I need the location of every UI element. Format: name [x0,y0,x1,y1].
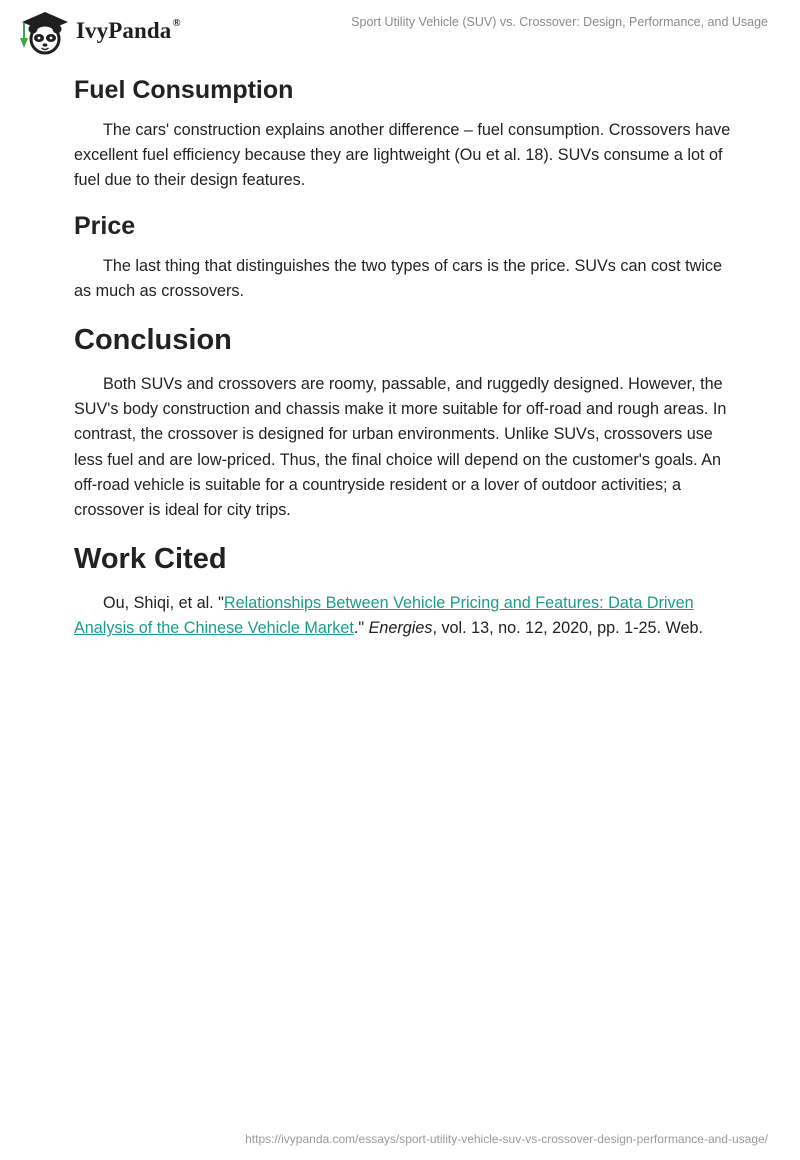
brand-name: IvyPanda® [76,17,181,43]
registered-mark: ® [172,17,181,30]
essay-content [74,70,734,642]
paragraph-price: The last thing that distinguishes the two types of cars is the price. SUVs can cost twice as much as crossovers. [74,256,723,300]
footer-source-url: https://ivypanda.com/essays/sport-utility-vehicle-suv-vs-crossover-design-performance-and-usage/ [245,1132,768,1146]
section-heading-price: Price [74,211,136,240]
page-header [0,0,800,60]
citation-details: , vol. 13, no. 12, 2020, pp. 1-25. Web. [432,619,704,638]
section-heading-work-cited: Work Cited [74,543,227,576]
citation-journal: Energies [368,619,433,638]
section-heading-conclusion: Conclusion [74,324,232,357]
paragraph-fuel-consumption: The cars' construction explains another difference – fuel consumption. Crossovers have excellent fuel efficiency because they are lightweight (Ou et al. 18). SUVs consume a lot of fuel due to their design features. [74,121,731,190]
document-title: Sport Utility Vehicle (SUV) vs. Crossover: Design, Performance, and Usage [351,15,768,29]
citation-after-link: ." [353,619,369,638]
citation-article-link[interactable]: Relationships Between Vehicle Pricing and Features: Data Driven Analysis of the Chinese Vehicle Market [74,594,694,638]
panda-graduate-icon [14,8,76,56]
citation-authors: Ou, Shiqi, et al. " [103,594,224,613]
citation-entry [74,591,734,641]
section-heading-fuel-consumption: Fuel Consumption [74,76,294,104]
ivypanda-logo[interactable] [14,8,181,56]
paragraph-conclusion: Both SUVs and crossovers are roomy, passable, and ruggedly designed. However, the SUV's body construction and chassis make it more suitable for off-road and rough areas. In contrast, the crossover is designed for urban environments. Unlike SUVs, crossovers use less fuel and are low-priced. Thus, the final choice will depend on the customer's goals. An off-road vehicle is suitable for a countryside resident or a lover of outdoor activities; a crossover is ideal for city trips. [74,375,727,520]
